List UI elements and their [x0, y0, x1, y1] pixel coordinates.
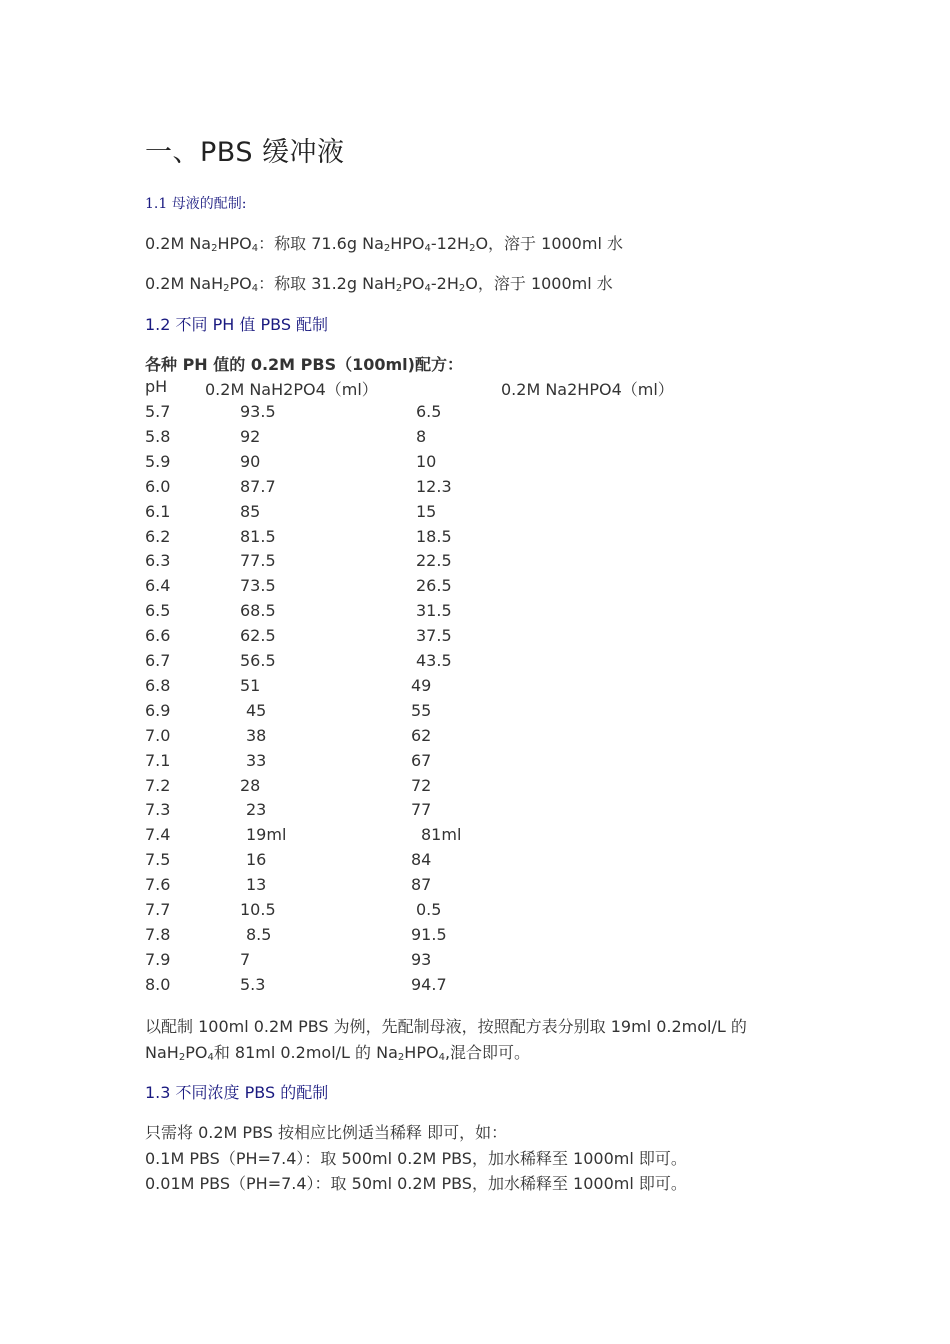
header-na2hpo4: 0.2M Na2HPO4（ml）	[501, 380, 674, 399]
table-title: 各种 PH 值的 0.2M PBS（100ml)配方：	[145, 355, 463, 374]
example-note-line-2: $NaH_2PO_4$和 81ml 0.2mol/L 的 $Na_2HPO_4$,混合即可。	[145, 1043, 531, 1063]
cell-na2hpo4: 43.5	[416, 651, 452, 670]
cell-na2hpo4: 94.7	[411, 974, 447, 994]
cell-na2hpo4: 6.5	[416, 402, 442, 421]
table-header-row	[0, 377, 950, 402]
cell-nah2po4: 45	[246, 700, 267, 720]
cell-na2hpo4: 77	[411, 800, 432, 820]
cell-nah2po4: 62.5	[240, 626, 276, 646]
cell-ph: 7.3	[145, 800, 171, 820]
cell-nah2po4: 87.7	[240, 476, 276, 496]
cell-ph: 5.8	[145, 426, 171, 446]
cell-nah2po4: 10.5	[240, 900, 276, 919]
cell-na2hpo4: 72	[411, 775, 432, 795]
cell-nah2po4: 5.3	[240, 974, 266, 994]
cell-na2hpo4: 26.5	[416, 576, 452, 596]
cell-ph: 6.7	[145, 651, 171, 670]
cell-ph: 7.8	[145, 924, 171, 944]
cell-na2hpo4: 87	[411, 875, 432, 895]
cell-na2hpo4: 0.5	[416, 900, 442, 919]
cell-nah2po4: 90	[240, 451, 261, 471]
cell-nah2po4: 81.5	[240, 526, 276, 546]
stock-solution-line-1: 0.2M $Na_2HPO_4$：称取 71.6g $Na_2HPO_4-12H_2O$，溶于 1000ml 水	[145, 234, 623, 254]
cell-na2hpo4: 15	[416, 501, 437, 521]
cell-na2hpo4: 55	[411, 700, 432, 720]
cell-nah2po4: 51	[240, 675, 261, 695]
cell-ph: 6.2	[145, 526, 171, 546]
cell-ph: 7.7	[145, 900, 171, 919]
cell-ph: 7.6	[145, 875, 171, 895]
cell-nah2po4: 16	[246, 850, 267, 870]
cell-na2hpo4: 62	[411, 725, 432, 745]
cell-ph: 7.0	[145, 725, 171, 745]
dilution-intro: 只需将 0.2M PBS 按相应比例适当稀释 即可，如：	[145, 1123, 508, 1142]
cell-nah2po4: 92	[240, 426, 261, 446]
cell-na2hpo4: 10	[416, 451, 437, 471]
cell-na2hpo4: 22.5	[416, 551, 452, 571]
header-ph: pH	[145, 377, 168, 396]
cell-na2hpo4: 91.5	[411, 924, 447, 944]
cell-ph: 7.1	[145, 750, 171, 770]
header-nah2po4: 0.2M NaH2PO4（ml）	[205, 380, 378, 399]
cell-na2hpo4: 93	[411, 949, 432, 969]
cell-ph: 7.9	[145, 949, 171, 969]
cell-ph: 7.4	[145, 825, 171, 845]
cell-ph: 6.8	[145, 675, 171, 695]
cell-na2hpo4: 18.5	[416, 526, 452, 546]
cell-nah2po4: 56.5	[240, 651, 276, 670]
cell-nah2po4: 68.5	[240, 601, 276, 621]
cell-nah2po4: 23	[246, 800, 267, 820]
cell-na2hpo4: 37.5	[416, 626, 452, 646]
document-title: 一、PBS 缓冲液	[145, 137, 345, 168]
cell-nah2po4: 85	[240, 501, 261, 521]
cell-na2hpo4: 49	[411, 675, 432, 695]
cell-nah2po4: 13	[246, 875, 267, 895]
cell-na2hpo4: 81ml	[421, 825, 462, 845]
cell-nah2po4: 8.5	[246, 924, 272, 944]
dilution-example-1: 0.1M PBS（PH=7.4）：取 500ml 0.2M PBS，加水稀释至 1000ml 即可。	[145, 1149, 687, 1168]
cell-ph: 6.3	[145, 551, 171, 571]
dilution-example-2: 0.01M PBS（PH=7.4）：取 50ml 0.2M PBS，加水稀释至 1000ml 即可。	[145, 1174, 687, 1193]
cell-na2hpo4: 67	[411, 750, 432, 770]
cell-nah2po4: 19ml	[246, 825, 287, 845]
cell-na2hpo4: 31.5	[416, 601, 452, 621]
cell-nah2po4: 93.5	[240, 402, 276, 421]
cell-ph: 6.9	[145, 700, 171, 720]
cell-ph: 6.1	[145, 501, 171, 521]
cell-nah2po4: 73.5	[240, 576, 276, 596]
cell-ph: 8.0	[145, 974, 171, 994]
cell-nah2po4: 7	[240, 949, 251, 969]
cell-ph: 6.6	[145, 626, 171, 646]
cell-nah2po4: 38	[246, 725, 267, 745]
section-1-1-heading: 1.1 母液的配制:	[145, 196, 247, 212]
cell-na2hpo4: 8	[416, 426, 427, 446]
cell-nah2po4: 77.5	[240, 551, 276, 571]
cell-ph: 6.0	[145, 476, 171, 496]
cell-ph: 7.2	[145, 775, 171, 795]
section-1-2-heading: 1.2 不同 PH 值 PBS 配制	[145, 315, 329, 334]
cell-ph: 6.4	[145, 576, 171, 596]
cell-nah2po4: 33	[246, 750, 267, 770]
section-1-3-heading: 1.3 不同浓度 PBS 的配制	[145, 1083, 329, 1102]
stock-solution-line-2: 0.2M $NaH_2PO_4$：称取 31.2g $NaH_2PO_4-2H_2O$，溶于 1000ml 水	[145, 274, 613, 294]
cell-ph: 5.9	[145, 451, 171, 471]
example-note-line-1: 以配制 100ml 0.2M PBS 为例，先配制母液，按照配方表分别取 19ml 0.2mol/L 的	[145, 1017, 747, 1036]
cell-ph: 6.5	[145, 601, 171, 621]
cell-ph: 5.7	[145, 402, 171, 421]
cell-na2hpo4: 12.3	[416, 476, 452, 496]
cell-na2hpo4: 84	[411, 850, 432, 870]
cell-ph: 7.5	[145, 850, 171, 870]
cell-nah2po4: 28	[240, 775, 261, 795]
